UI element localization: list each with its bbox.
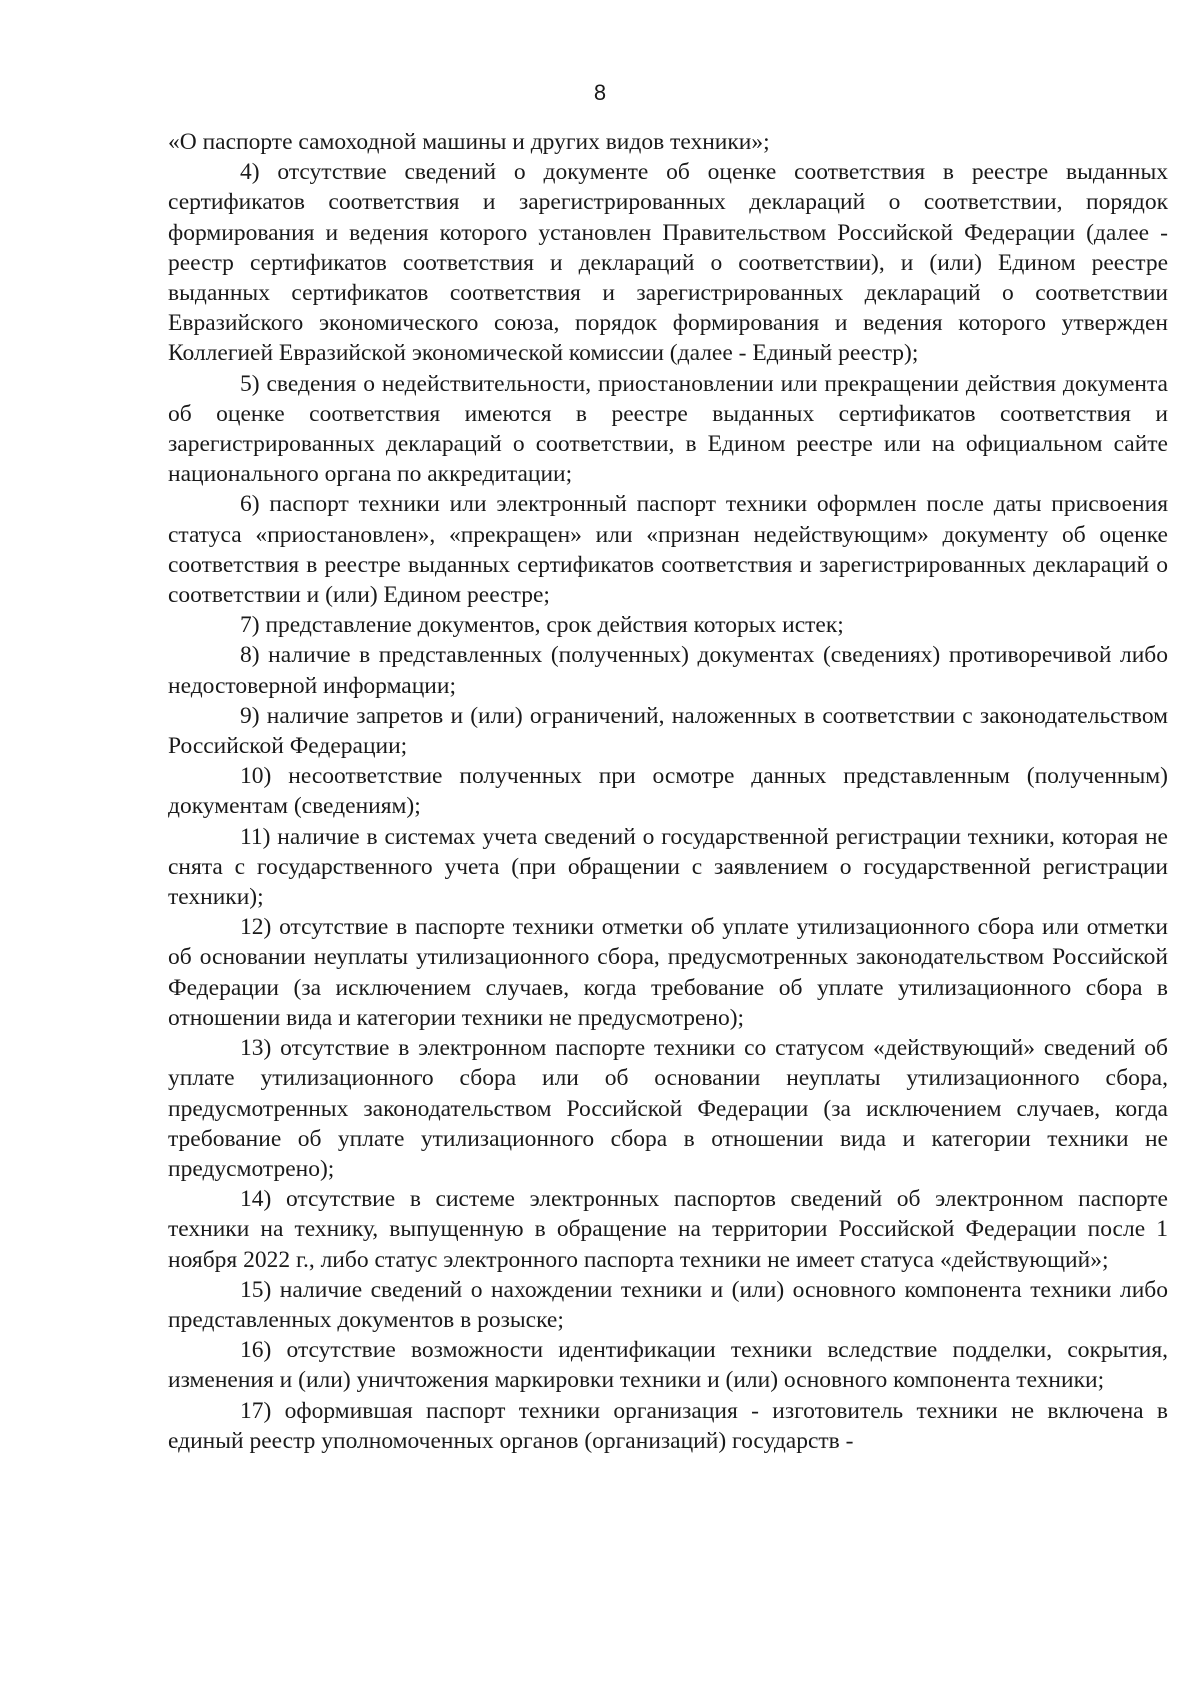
- paragraph-item-6: 6) паспорт техники или электронный паспорт техники оформлен после даты присвоения статуса «приостановлен», «прекращен» или «признан недействующим» документу об оценке соответствия в реестре выданных сертификатов соответствия и зарегистрированных деклараций о соответствии и (или) Едином реестре;: [168, 491, 1168, 609]
- paragraph-item-16: 16) отсутствие возможности идентификации техники вследствие подделки, сокрытия, изменения и (или) уничтожения маркировки техники и (или) основного компонента техники;: [168, 1337, 1168, 1394]
- paragraph-item-7: 7) представление документов, срок действия которых истек;: [240, 612, 844, 639]
- paragraph-item-5: 5) сведения о недействительности, приостановлении или прекращении действия документа об оценке соответствия имеются в реестре выданных сертификатов соответствия и зарегистрированных деклараций о соответствии, в Едином реестре или на официальном сайте национального органа по аккредитации;: [168, 370, 1168, 488]
- paragraph-item-4: 4) отсутствие сведений о документе об оценке соответствия в реестре выданных сертификатов соответствия и зарегистрированных деклараций о соответствии, порядок формирования и ведения которого установлен Правительством Российской Федерации (далее - реестр сертификатов соответствия и деклараций о соответствии), и (или) Едином реестре выданных сертификатов соответствия и зарегистрированных деклараций о соответствии Евразийского экономического союза, порядок формирования и ведения которого утвержден Коллегией Евразийской экономической комиссии (далее - Единый реестр);: [168, 159, 1168, 367]
- paragraph-continuation: «О паспорте самоходной машины и других видов техники»;: [168, 129, 770, 155]
- paragraph-item-9: 9) наличие запретов и (или) ограничений, наложенных в соответствии с законодательством Российской Федерации;: [168, 702, 1168, 760]
- document-body: [168, 127, 1168, 1456]
- paragraph-item-15: 15) наличие сведений о нахождении техники и (или) основного компонента техники либо представленных документов в розыске;: [168, 1276, 1168, 1333]
- paragraph-item-12: 12) отсутствие в паспорте техники отметки об уплате утилизационного сбора или отметки об основании неуплаты утилизационного сбора, предусмотренных законодательством Российской Федерации (за исключением случаев, когда требование об уплате утилизационного сбора в отношении вида и категории техники не предусмотрено);: [168, 914, 1168, 1031]
- paragraph-item-8: 8) наличие в представленных (полученных) документах (сведениях) противоречивой либо недостоверной информации;: [168, 642, 1168, 699]
- paragraph-item-13: 13) отсутствие в электронном паспорте техники со статусом «действующий» сведений об уплате утилизационного сбора или об основании неуплаты утилизационного сбора, предусмотренных законодательством Российской Федерации (за исключением случаев, когда требование об уплате утилизационного сбора в отношении вида и категории техники не предусмотрено);: [168, 1035, 1168, 1182]
- paragraph-item-14: 14) отсутствие в системе электронных паспортов сведений об электронном паспорте техники на технику, выпущенную в обращение на территории Российской Федерации после 1 ноября 2022 г., либо статус электронного паспорта техники не имеет статуса «действующий»;: [168, 1186, 1168, 1273]
- paragraph-item-11: 11) наличие в системах учета сведений о государственной регистрации техники, которая не снята с государственного учета (при обращении с заявлением о государственной регистрации техники);: [168, 823, 1168, 911]
- paragraph-item-17: 17) оформившая паспорт техники организация - изготовитель техники не включена в единый реестр уполномоченных органов (организаций) государств -: [168, 1397, 1168, 1454]
- page-number: 8: [593, 80, 607, 105]
- paragraph-item-10: 10) несоответствие полученных при осмотре данных представленным (полученным) документам (сведениям);: [168, 763, 1168, 820]
